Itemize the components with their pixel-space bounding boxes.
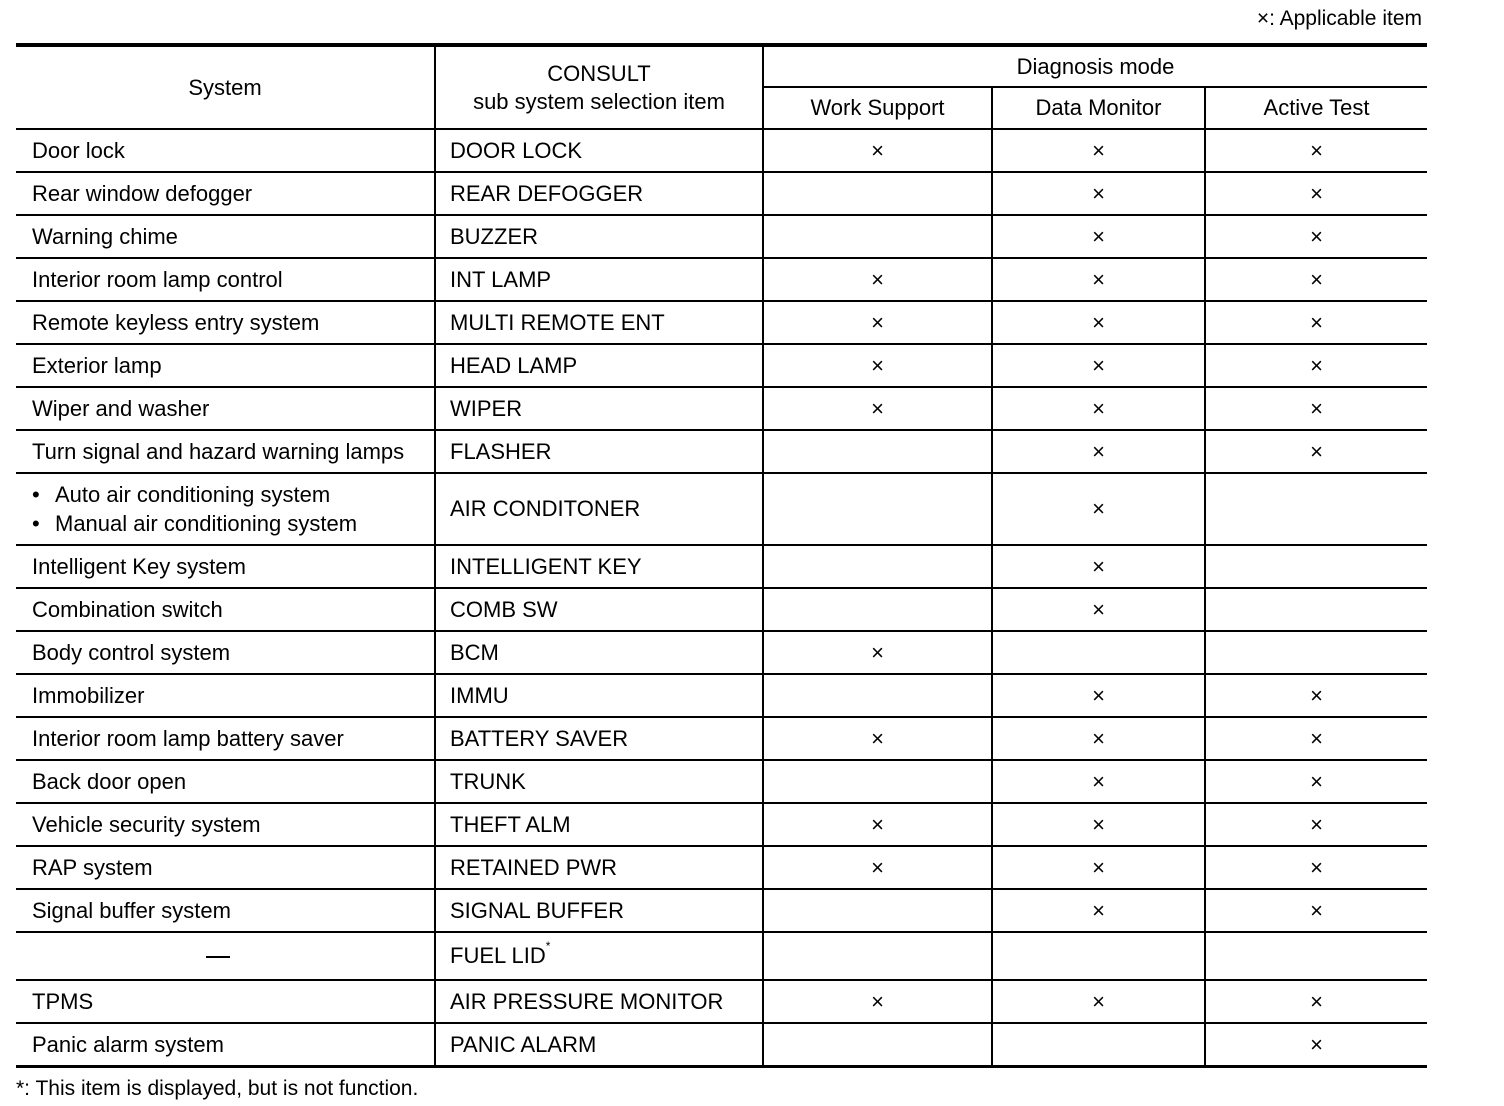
work-support-mark — [763, 1023, 992, 1067]
consult-item-text: SIGNAL BUFFER — [450, 897, 624, 923]
system-cell: TPMS — [16, 980, 435, 1023]
data-monitor-mark: × — [992, 674, 1205, 717]
consult-item-cell — [435, 215, 763, 258]
header-system: System — [16, 45, 435, 129]
consult-item-cell — [435, 129, 763, 172]
work-support-mark: × — [763, 258, 992, 301]
active-test-mark: × — [1205, 258, 1427, 301]
system-cell: RAP system — [16, 846, 435, 889]
consult-item-text: INTELLIGENT KEY — [450, 553, 642, 579]
active-test-mark: × — [1205, 344, 1427, 387]
active-test-mark: × — [1205, 172, 1427, 215]
work-support-mark — [763, 473, 992, 545]
work-support-mark: × — [763, 631, 992, 674]
system-cell: Door lock — [16, 129, 435, 172]
data-monitor-mark: × — [992, 980, 1205, 1023]
active-test-mark — [1205, 588, 1427, 631]
system-cell: Remote keyless entry system — [16, 301, 435, 344]
table-row — [16, 1023, 1427, 1067]
not-applicable-dash — [206, 956, 230, 958]
active-test-mark: × — [1205, 301, 1427, 344]
consult-item-text: IMMU — [450, 682, 509, 708]
system-cell: Exterior lamp — [16, 344, 435, 387]
footnote-marker: * — [545, 939, 551, 953]
data-monitor-mark: × — [992, 387, 1205, 430]
data-monitor-mark: × — [992, 258, 1205, 301]
system-bullet-text: Auto air conditioning system — [55, 482, 331, 507]
system-cell: Interior room lamp battery saver — [16, 717, 435, 760]
header-data-monitor: Data Monitor — [992, 87, 1205, 129]
work-support-mark: × — [763, 717, 992, 760]
consult-item-text: FUEL LID — [450, 943, 546, 968]
system-bullet-item — [32, 480, 434, 509]
active-test-mark: × — [1205, 430, 1427, 473]
active-test-mark: × — [1205, 889, 1427, 932]
data-monitor-mark — [992, 932, 1205, 980]
footnote: *: This item is displayed, but is not function. — [16, 1077, 419, 1100]
active-test-mark — [1205, 932, 1427, 980]
active-test-mark: × — [1205, 674, 1427, 717]
table-row — [16, 760, 1427, 803]
data-monitor-mark: × — [992, 172, 1205, 215]
consult-item-text: DOOR LOCK — [450, 137, 583, 163]
header-consult — [435, 45, 763, 129]
consult-item-cell — [435, 430, 763, 473]
work-support-mark: × — [763, 387, 992, 430]
consult-item-text: PANIC ALARM — [450, 1031, 597, 1057]
data-monitor-mark: × — [992, 545, 1205, 588]
work-support-mark — [763, 215, 992, 258]
consult-item-cell — [435, 588, 763, 631]
table-row — [16, 430, 1427, 473]
data-monitor-mark: × — [992, 473, 1205, 545]
system-cell: Back door open — [16, 760, 435, 803]
data-monitor-mark: × — [992, 889, 1205, 932]
consult-item-text: MULTI REMOTE ENT — [450, 309, 665, 335]
table-row — [16, 631, 1427, 674]
table-row — [16, 301, 1427, 344]
consult-item-cell — [435, 889, 763, 932]
system-cell: Interior room lamp control — [16, 258, 435, 301]
data-monitor-mark: × — [992, 344, 1205, 387]
active-test-mark — [1205, 473, 1427, 545]
work-support-mark — [763, 932, 992, 980]
system-cell: Warning chime — [16, 215, 435, 258]
data-monitor-mark: × — [992, 430, 1205, 473]
work-support-mark — [763, 760, 992, 803]
system-cell: Combination switch — [16, 588, 435, 631]
data-monitor-mark — [992, 1023, 1205, 1067]
consult-item-text: COMB SW — [450, 596, 558, 622]
consult-item-text: THEFT ALM — [450, 811, 571, 837]
table-row — [16, 172, 1427, 215]
consult-item-text: AIR CONDITONER — [450, 496, 641, 521]
system-bullet-text: Manual air conditioning system — [55, 511, 358, 536]
data-monitor-mark: × — [992, 717, 1205, 760]
system-cell: Wiper and washer — [16, 387, 435, 430]
system-cell: Panic alarm system — [16, 1023, 435, 1067]
table-body — [16, 129, 1427, 1067]
system-cell: Rear window defogger — [16, 172, 435, 215]
consult-item-cell — [435, 545, 763, 588]
work-support-mark: × — [763, 301, 992, 344]
data-monitor-mark: × — [992, 803, 1205, 846]
system-cell: Body control system — [16, 631, 435, 674]
work-support-mark — [763, 545, 992, 588]
data-monitor-mark: × — [992, 588, 1205, 631]
bullet-icon: • — [32, 511, 40, 536]
work-support-mark — [763, 674, 992, 717]
work-support-mark: × — [763, 846, 992, 889]
table-row — [16, 980, 1427, 1023]
consult-item-cell — [435, 344, 763, 387]
data-monitor-mark: × — [992, 301, 1205, 344]
consult-item-cell — [435, 473, 763, 545]
bullet-icon: • — [32, 482, 40, 507]
table-row — [16, 588, 1427, 631]
active-test-mark: × — [1205, 760, 1427, 803]
consult-item-text: FLASHER — [450, 438, 552, 464]
consult-item-cell — [435, 846, 763, 889]
active-test-mark — [1205, 545, 1427, 588]
consult-item-cell — [435, 172, 763, 215]
table-row — [16, 889, 1427, 932]
system-cell: Turn signal and hazard warning lamps — [16, 430, 435, 473]
active-test-mark: × — [1205, 980, 1427, 1023]
table-row — [16, 344, 1427, 387]
table-row — [16, 129, 1427, 172]
work-support-mark: × — [763, 803, 992, 846]
consult-item-text: WIPER — [450, 395, 523, 421]
consult-item-text: HEAD LAMP — [450, 352, 578, 378]
active-test-mark: × — [1205, 1023, 1427, 1067]
active-test-mark: × — [1205, 803, 1427, 846]
consult-item-text: BCM — [450, 639, 499, 665]
table-row — [16, 674, 1427, 717]
applicable-item-legend: ×: Applicable item — [1256, 7, 1422, 30]
data-monitor-mark: × — [992, 215, 1205, 258]
consult-item-text: BUZZER — [450, 223, 538, 249]
consult-item-cell — [435, 631, 763, 674]
system-cell: Immobilizer — [16, 674, 435, 717]
work-support-mark: × — [763, 344, 992, 387]
consult-item-cell — [435, 301, 763, 344]
work-support-mark: × — [763, 980, 992, 1023]
header-diagnosis-mode: Diagnosis mode — [763, 45, 1427, 87]
work-support-mark — [763, 172, 992, 215]
active-test-mark: × — [1205, 717, 1427, 760]
header-active-test: Active Test — [1205, 87, 1427, 129]
active-test-mark: × — [1205, 129, 1427, 172]
table-row — [16, 717, 1427, 760]
consult-item-text: TRUNK — [450, 768, 526, 794]
system-cell — [16, 473, 435, 545]
consult-item-cell — [435, 674, 763, 717]
header-consult-line2: sub system selection item — [473, 88, 725, 114]
consult-item-cell — [435, 258, 763, 301]
table-row — [16, 215, 1427, 258]
system-cell: Vehicle security system — [16, 803, 435, 846]
consult-item-text: INT LAMP — [450, 266, 552, 292]
data-monitor-mark: × — [992, 129, 1205, 172]
consult-item-cell — [435, 1023, 763, 1067]
work-support-mark — [763, 588, 992, 631]
work-support-mark — [763, 430, 992, 473]
data-monitor-mark — [992, 631, 1205, 674]
active-test-mark: × — [1205, 387, 1427, 430]
system-cell — [16, 932, 435, 980]
consult-diagnosis-table — [16, 43, 1427, 1068]
data-monitor-mark: × — [992, 846, 1205, 889]
consult-item-text: REAR DEFOGGER — [450, 180, 644, 206]
consult-item-cell — [435, 760, 763, 803]
table-row — [16, 803, 1427, 846]
table-row — [16, 545, 1427, 588]
system-cell: Intelligent Key system — [16, 545, 435, 588]
work-support-mark — [763, 889, 992, 932]
table-row — [16, 258, 1427, 301]
consult-item-cell — [435, 980, 763, 1023]
active-test-mark: × — [1205, 846, 1427, 889]
active-test-mark: × — [1205, 215, 1427, 258]
consult-item-text: AIR PRESSURE MONITOR — [450, 988, 724, 1014]
work-support-mark: × — [763, 129, 992, 172]
consult-item-cell — [435, 803, 763, 846]
consult-item-cell — [435, 932, 763, 980]
consult-item-text: BATTERY SAVER — [450, 725, 629, 751]
table-row — [16, 932, 1427, 980]
table-row — [16, 387, 1427, 430]
consult-item-cell — [435, 387, 763, 430]
table-row — [16, 473, 1427, 545]
system-cell: Signal buffer system — [16, 889, 435, 932]
header-work-support: Work Support — [763, 87, 992, 129]
system-bullet-item — [32, 509, 434, 538]
active-test-mark — [1205, 631, 1427, 674]
data-monitor-mark: × — [992, 760, 1205, 803]
consult-item-cell — [435, 717, 763, 760]
header-consult-line1: CONSULT — [547, 60, 651, 86]
table-row — [16, 846, 1427, 889]
consult-item-text: RETAINED PWR — [450, 854, 618, 880]
